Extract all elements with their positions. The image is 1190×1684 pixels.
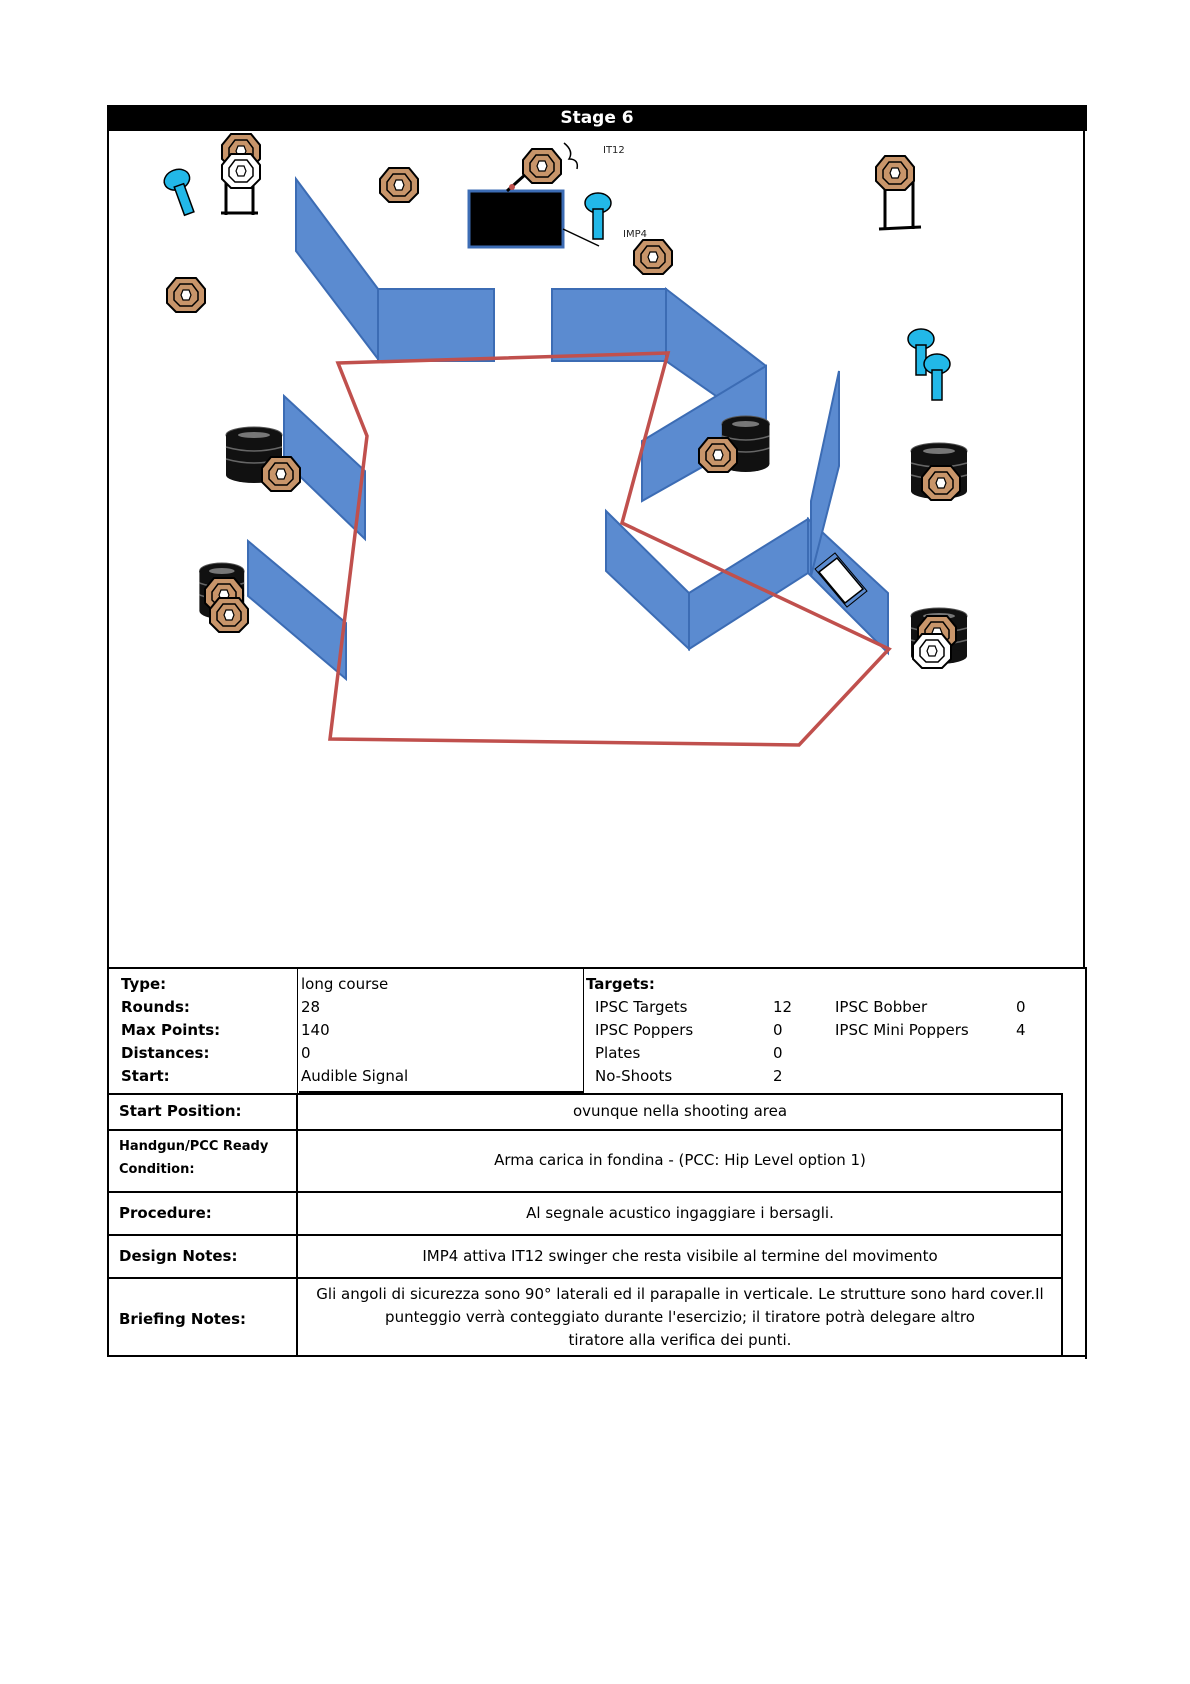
procedure-label: Procedure: — [119, 1204, 212, 1222]
swinger-label: IT12 — [603, 145, 625, 156]
briefing-notes-line1: Gli angoli di sicurezza sono 90° laterali ed il parapalle in verticale. Le strutture sono hard cover.Il — [316, 1285, 1044, 1303]
target-name: Plates — [595, 1044, 641, 1062]
target-count: 2 — [773, 1067, 783, 1085]
target-name: IPSC Mini Poppers — [835, 1021, 969, 1039]
stage-notes — [107, 1093, 1087, 1357]
design-notes-label: Design Notes: — [119, 1247, 238, 1265]
design-notes-row — [107, 1234, 1063, 1277]
ready-condition-row — [107, 1129, 1063, 1191]
start-position-row — [107, 1093, 1063, 1129]
rounds-value: 28 — [301, 998, 321, 1016]
stage-title: Stage 6 — [107, 105, 1087, 131]
activator-box — [469, 191, 563, 247]
stage-layout-drawing — [109, 131, 1087, 967]
target-name: IPSC Poppers — [595, 1021, 694, 1039]
stage-info — [107, 967, 1087, 1095]
briefing-notes-line3: tiratore alla verifica dei punti. — [568, 1331, 792, 1349]
activator-label: IMP4 — [623, 229, 647, 240]
target-name: IPSC Bobber — [835, 998, 928, 1016]
procedure-row — [107, 1191, 1063, 1234]
target-count: 0 — [1016, 998, 1026, 1016]
stage-sheet — [107, 105, 1087, 1349]
distances-value: 0 — [301, 1044, 311, 1062]
type-label: Type: — [121, 975, 167, 993]
target-name: No-Shoots — [595, 1067, 673, 1085]
ready-condition-label-line1: Handgun/PCC Ready — [119, 1139, 269, 1154]
procedure-value: Al segnale acustico ingaggiare i bersagli. — [526, 1204, 834, 1222]
briefing-notes-row — [107, 1277, 1063, 1357]
design-notes-value: IMP4 attiva IT12 swinger che resta visibile al termine del movimento — [422, 1247, 938, 1265]
start-value: Audible Signal — [301, 1067, 409, 1085]
start-position-label: Start Position: — [119, 1102, 242, 1120]
max-points-value: 140 — [301, 1021, 330, 1039]
briefing-notes-label: Briefing Notes: — [119, 1310, 247, 1328]
briefing-notes-line2: punteggio verrà conteggiato durante l'esercizio; il tiratore potrà delegare altro — [385, 1308, 975, 1326]
start-label: Start: — [121, 1067, 170, 1085]
target-name: IPSC Targets — [595, 998, 688, 1016]
max-points-label: Max Points: — [121, 1021, 221, 1039]
ready-condition-value: Arma carica in fondina - (PCC: Hip Level option 1) — [494, 1151, 866, 1169]
ready-condition-label-line2: Condition: — [119, 1162, 195, 1177]
stage-diagram — [107, 131, 1085, 967]
targets-heading: Targets: — [586, 975, 655, 993]
target-count: 0 — [773, 1021, 783, 1039]
type-value: long course — [301, 975, 389, 993]
rounds-label: Rounds: — [121, 998, 190, 1016]
target-count: 4 — [1016, 1021, 1026, 1039]
target-count: 0 — [773, 1044, 783, 1062]
start-position-value: ovunque nella shooting area — [572, 1102, 788, 1120]
target-count: 12 — [773, 998, 793, 1016]
distances-label: Distances: — [121, 1044, 210, 1062]
